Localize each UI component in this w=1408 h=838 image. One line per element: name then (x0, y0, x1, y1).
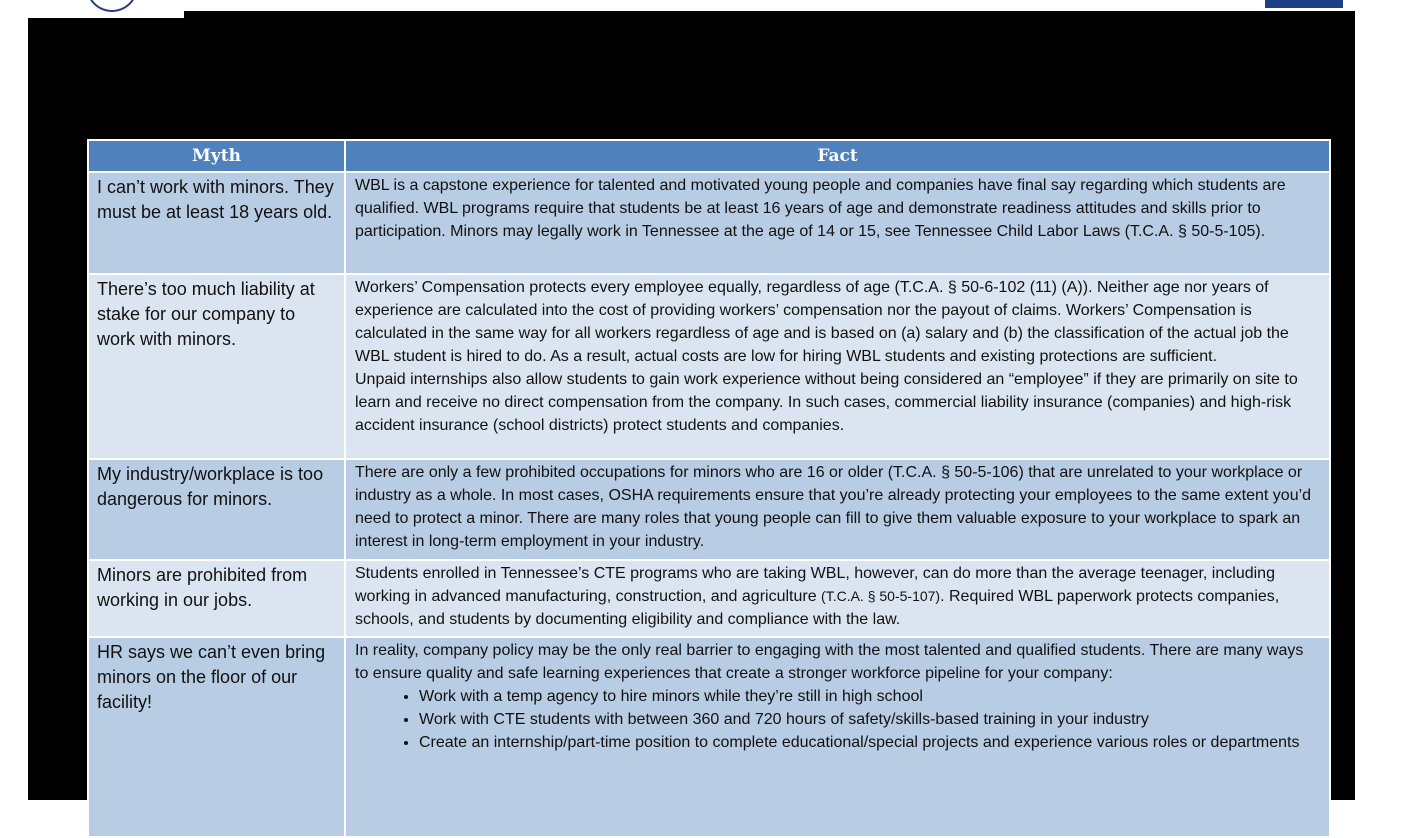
fact-cell (345, 560, 1330, 637)
fact-paragraph (355, 562, 1321, 631)
table-row (88, 172, 1330, 274)
seal-icon (86, 0, 138, 12)
list-item: • Create an internship/part-time position to complete educational/special projects and experience various roles or departments (419, 731, 1321, 754)
fact-paragraph: Unpaid internships also allow students to gain work experience without being considered an “employee” if they are primarily on site to learn and receive no direct compensation from the company. In such cases, commercial liability insurance (companies) and high-risk accident insurance (school districts) protect students and companies. (355, 371, 1298, 434)
table-header-row (88, 140, 1330, 172)
fact-paragraph: Workers’ Compensation protects every employee equally, regardless of age (T.C.A. § 50-6-102 (11) (A)). Neither age nor years of experience are calculated into the cost of providing workers’ compensation nor the payout of claims. Workers’ Compensation is calculated in the same way for all workers regardless of age and is based on (a) salary and (b) the classification of the actual job the WBL student is hired to do. As a result, actual costs are low for hiring WBL students and existing protections are sufficient. (355, 279, 1289, 365)
fact-paragraph: In reality, company policy may be the only real barrier to engaging with the most talented and qualified students. There are many ways to ensure quality and safe learning experiences that create a stronger workforce pipeline for your company: (355, 642, 1304, 682)
fact-cell (345, 459, 1330, 560)
state-seal-logo (28, 0, 184, 18)
myth-cell: HR says we can’t even bring minors on the floor of our facility! (88, 637, 345, 837)
fact-cell (345, 172, 1330, 274)
fact-column-header: Fact (345, 140, 1330, 172)
myth-cell: There’s too much liability at stake for our company to work with minors. (88, 274, 345, 459)
department-logo (1255, 0, 1355, 11)
table-row (88, 274, 1330, 459)
list-item: • Work with CTE students with between 360 and 720 hours of safety/skills-based training in your industry (419, 708, 1321, 731)
law-citation: (T.C.A. § 50-5-107) (821, 588, 941, 604)
myth-column-header: Myth (88, 140, 345, 172)
myth-cell: I can’t work with minors. They must be at least 18 years old. (88, 172, 345, 274)
table-row (88, 637, 1330, 837)
logo-bar-icon (1265, 0, 1343, 8)
fact-text: Students enrolled in Tennessee’s CTE programs who are taking WBL, however, can do more than the average teenager, including working in advanced manufacturing, construction, and agriculture (355, 565, 1275, 605)
table-row (88, 560, 1330, 637)
fact-bullet-list (355, 685, 1321, 754)
myth-fact-table (87, 139, 1331, 838)
fact-text: . Required WBL paperwork protects companies, schools, and students by documenting eligibility and compliance with the law. (355, 588, 1280, 628)
list-item: • Work with a temp agency to hire minors while they’re still in high school (419, 685, 1321, 708)
fact-paragraph: There are only a few prohibited occupations for minors who are 16 or older (T.C.A. § 50-5-106) that are unrelated to your workplace or industry as a whole. In most cases, OSHA requirements ensure that you’re already protecting your employees to the same extent you’d need to protect a minor. There are many roles that young people can fill to give them valuable exposure to your workplace to spark an interest in long-term employment in your industry. (355, 464, 1312, 550)
myth-cell: My industry/workplace is too dangerous for minors. (88, 459, 345, 560)
myth-cell: Minors are prohibited from working in our jobs. (88, 560, 345, 637)
table-row (88, 459, 1330, 560)
fact-cell (345, 274, 1330, 459)
fact-cell (345, 637, 1330, 837)
fact-paragraph: WBL is a capstone experience for talented and motivated young people and companies have final say regarding which students are qualified. WBL programs require that students be at least 16 years of age and demonstrate readiness attitudes and skills prior to participation. Minors may legally work in Tennessee at the age of 14 or 15, see Tennessee Child Labor Laws (T.C.A. § 50-5-105). (355, 177, 1286, 240)
